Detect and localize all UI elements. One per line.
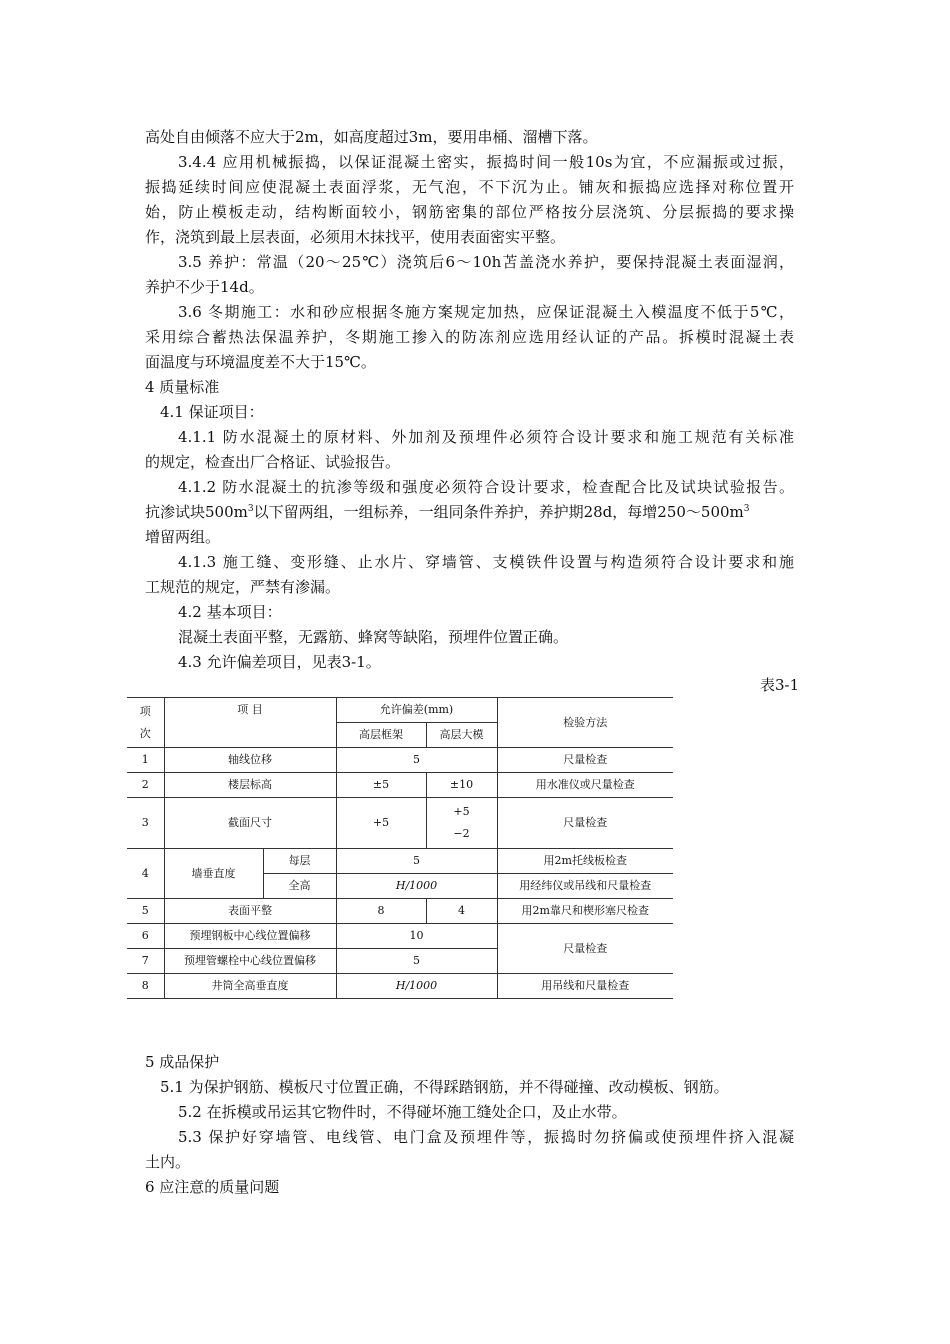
paragraph-4-1-2-line2: 抗渗试块$500m^3$以下留两组，一组标养，一组同条件养护，养护期28d，每增$250\sim 500m^3$ (145, 503, 750, 521)
table-row: 全高 H/1000 用经纬仪或吊线和尺量检查 (127, 874, 673, 899)
table-row: 8 井筒全高垂直度 H/1000 用吊线和尺量检查 (127, 974, 673, 999)
paragraph-4-1-1-line1: 4.1.1 防水混凝土的原材料、外加剂及预埋件必须符合设计要求和施工规范有关标准 (178, 428, 794, 446)
paragraph-5-3-line2: 土内。 (145, 1153, 191, 1171)
heading-4: 4 质量标准 (145, 378, 220, 396)
header-item: 项 目 (164, 698, 336, 748)
table-row: 7 预埋管螺栓中心线位置偏移 5 (127, 949, 673, 974)
table-row: 4 墙垂直度 每层 5 用2m托线板检查 (127, 849, 673, 874)
paragraph-5-3-line1: 5.3 保护好穿墙管、电线管、电门盒及预埋件等，振捣时勿挤偏或使预埋件挤入混凝 (178, 1128, 794, 1146)
paragraph-4-1-3-line1: 4.1.3 施工缝、变形缝、止水片、穿墙管、支模铁件设置与构造须符合设计要求和施 (178, 553, 794, 571)
table-header-row (127, 698, 673, 723)
paragraph-3-4-4-line3: 始，防止模板走动，结构断面较小，钢筋密集的部位严格按分层浇筑、分层振捣的要求操 (145, 203, 794, 221)
heading-4-1: 4.1 保证项目： (160, 403, 264, 421)
paragraph-4-2: 混凝土表面平整，无露筋、蜂窝等缺陷，预埋件位置正确。 (178, 628, 569, 646)
table-caption: 表3-1 (760, 676, 800, 694)
header-tolerance: 允许偏差(mm) (336, 698, 497, 723)
header-seq: 项 次 (127, 698, 164, 748)
paragraph-4-1-3-line2: 工规范的规定，严禁有渗漏。 (145, 578, 341, 596)
table-row: 3 截面尺寸 +5 +5 −2 尺量检查 (127, 798, 673, 849)
paragraph-3-4-4-line2: 振捣延续时间应使混凝土表面浮浆，无气泡，不下沉为止。铺灰和振捣应选择对称位置开 (145, 178, 794, 196)
heading-6: 6 应注意的质量问题 (145, 1178, 280, 1196)
paragraph-3-4-4-line1: 3.4.4 应用机械振捣，以保证混凝土密实，振捣时间一般10s为宜，不应漏振或过振， (178, 153, 794, 171)
paragraph-5-1: 5.1 为保护钢筋、模板尺寸位置正确，不得踩踏钢筋，并不得碰撞、改动模板、钢筋。 (160, 1078, 729, 1096)
paragraph-3-4-3-end: 高处自由倾落不应大于2m，如高度超过3m，要用串桶、溜槽下落。 (145, 128, 598, 146)
tolerance-table (127, 697, 673, 999)
header-frame: 高层框架 (336, 723, 426, 748)
heading-5: 5 成品保护 (145, 1053, 220, 1071)
paragraph-4-1-2-line3: 增留两组。 (145, 528, 221, 546)
paragraph-5-2: 5.2 在拆模或吊运其它物件时，不得碰坏施工缝处企口，及止水带。 (178, 1103, 627, 1121)
paragraph-3-6-line1: 3.6 冬期施工：水和砂应根据冬施方案规定加热，应保证混凝土入模温度不低于5℃， (178, 303, 794, 321)
paragraph-3-4-4-line4: 作，浇筑到最上层表面，必须用木抹找平，使用表面密实平整。 (145, 228, 566, 246)
paragraph-4-1-2-line1: 4.1.2 防水混凝土的抗渗等级和强度必须符合设计要求，检查配合比及试块试验报告。 (178, 478, 794, 496)
table-row: 5 表面平整 8 4 用2m靠尺和楔形塞尺检查 (127, 899, 673, 924)
header-bigform: 高层大模 (426, 723, 497, 748)
table-row: 6 预埋钢板中心线位置偏移 10 尺量检查 (127, 924, 673, 949)
paragraph-3-6-line2: 采用综合蓄热法保温养护，冬期施工掺入的防冻剂应选用经认证的产品。拆模时混凝土表 (145, 328, 794, 346)
paragraph-3-5-line2: 养护不少于14d。 (145, 278, 264, 296)
table-row: 2 楼层标高 ±5 ±10 用水准仪或尺量检查 (127, 773, 673, 798)
heading-4-2: 4.2 基本项目： (178, 603, 282, 621)
paragraph-4-1-1-line2: 的规定，检查出厂合格证、试验报告。 (145, 453, 401, 471)
table-row: 1 轴线位移 5 尺量检查 (127, 748, 673, 773)
header-method: 检验方法 (497, 698, 673, 748)
paragraph-4-3: 4.3 允许偏差项目，见表3-1。 (178, 653, 381, 671)
paragraph-3-6-line3: 面温度与环境温度差不大于15℃。 (145, 353, 376, 371)
paragraph-3-5-line1: 3.5 养护：常温（20～25℃）浇筑后6～10h苫盖浇水养护，要保持混凝土表面湿润， (178, 253, 794, 271)
